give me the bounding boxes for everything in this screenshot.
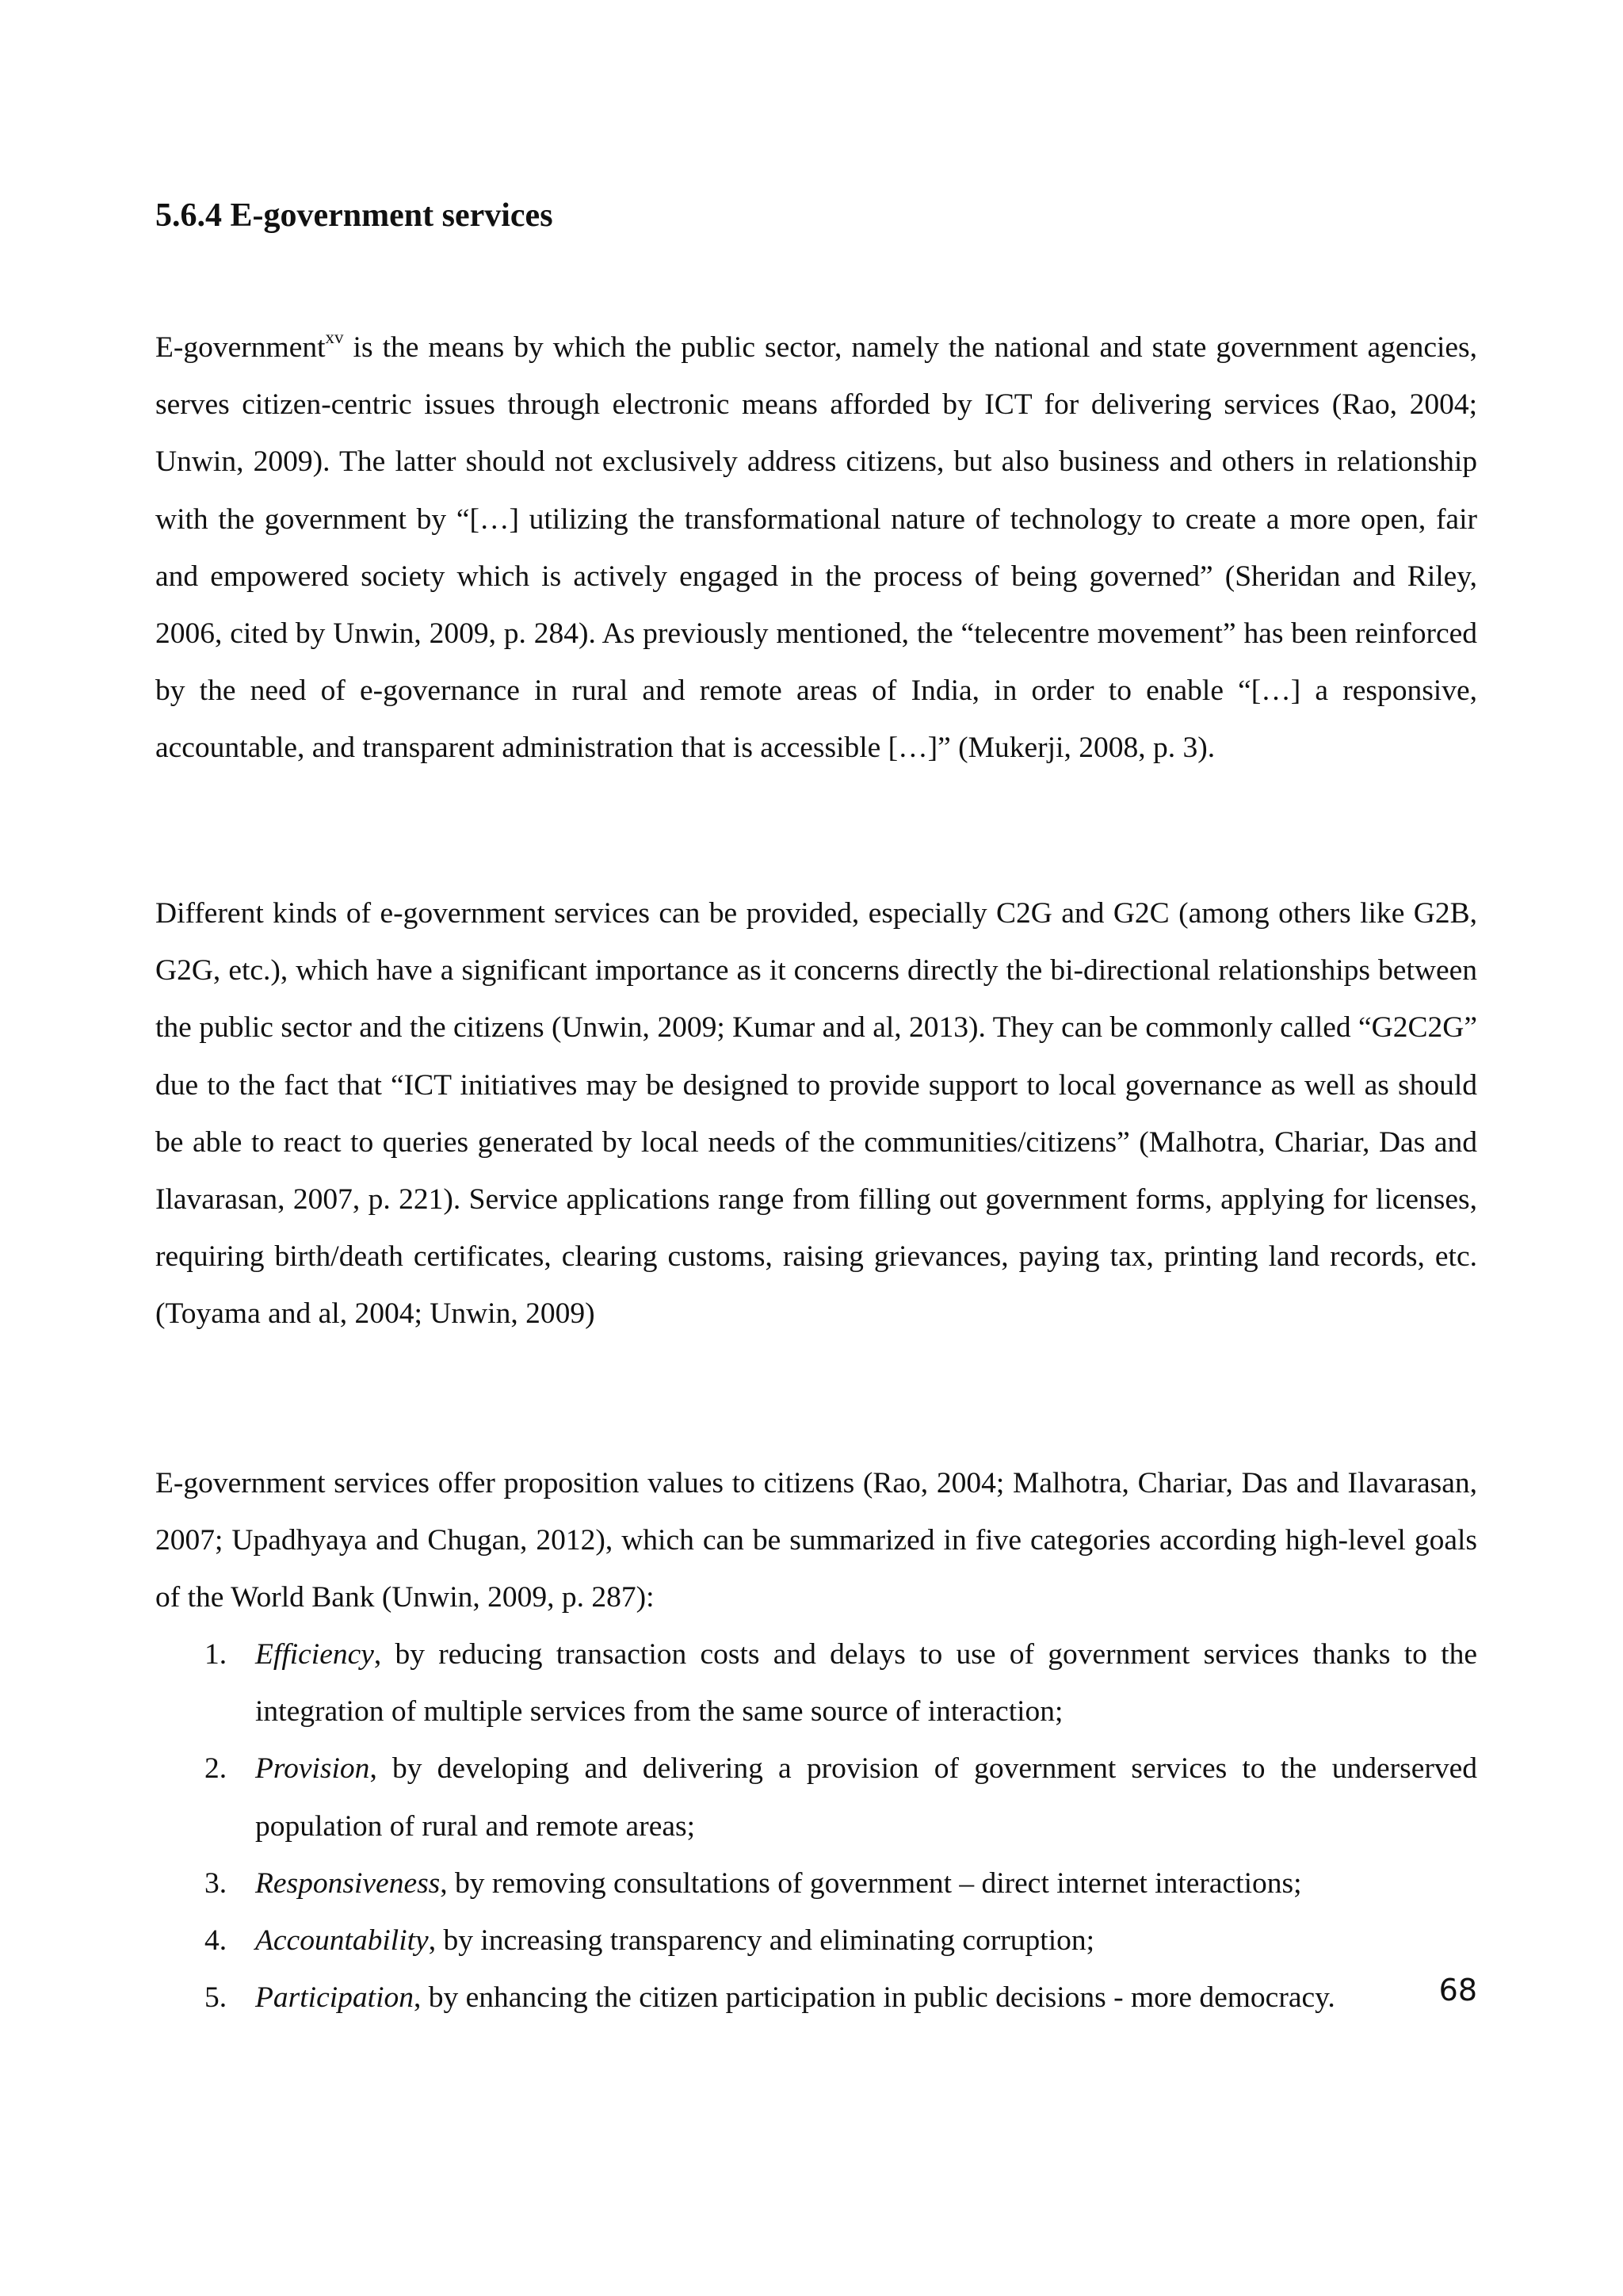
paragraph-proposition-values: E-government services offer proposition values to citizens (Rao, 2004; Malhotra, Chariar, Das and Ilavarasan, 2007; Upadhyaya and Chugan, 2012), which can be summarized in five categories according high-level goals of the World Bank (Unwin, 2009, p. 287): — [155, 1467, 1477, 1614]
list-item — [155, 1912, 1477, 1969]
paragraph-lead: E-government — [155, 331, 326, 364]
list-item-term: Efficiency — [255, 1638, 374, 1671]
list-item-text: , by reducing transaction costs and delays to use of government services thanks to the integration of multiple services from the same source of interaction; — [255, 1638, 1477, 1729]
world-bank-goals-list — [155, 1626, 1477, 2027]
list-item-number: 1. — [204, 1638, 227, 1671]
list-item-number: 4. — [204, 1924, 227, 1958]
paragraph-egovernment-definition — [155, 319, 1477, 777]
footnote-marker[interactable]: xv — [325, 327, 344, 347]
page-number: 68 — [1438, 1973, 1477, 2008]
list-item-text: , by removing consultations of government – direct internet interactions; — [440, 1866, 1302, 1900]
list-item-text: , by increasing transparency and eliminating corruption; — [428, 1924, 1095, 1958]
list-item — [155, 1740, 1477, 1855]
list-item-term: Responsiveness — [255, 1866, 441, 1900]
list-item-number: 3. — [204, 1866, 227, 1900]
list-item-text: , by developing and delivering a provision of government services to the underserved population of rural and remote areas; — [255, 1752, 1477, 1843]
list-item-number: 2. — [204, 1752, 227, 1786]
section-heading: 5.6.4 E-government services — [155, 197, 553, 234]
paragraph-service-kinds: Different kinds of e-government services can be provided, especially C2G and G2C (among others like G2B, G2G, etc.), which have a significant importance as it concerns directly the bi-directional relationships between the public sector and the citizens (Unwin, 2009; Kumar and al, 2013). They can be commonly called “G2C2G” due to the fact that “ICT initiatives may be designed to provide support to local governance as well as should be able to react to queries generated by local needs of the communities/citizens” (Malhotra, Chariar, Das and Ilavarasan, 2007, p. 221). Service applications range from filling out government forms, applying for licenses, requiring birth/death certificates, clearing customs, raising grievances, paying tax, printing land records, etc. (Toyama and al, 2004; Unwin, 2009) — [155, 897, 1477, 1331]
list-item-number: 5. — [204, 1981, 227, 2015]
list-item — [155, 1969, 1477, 2027]
list-item-term: Accountability — [255, 1924, 429, 1958]
list-item — [155, 1855, 1477, 1912]
list-item-text: , by enhancing the citizen participation in public decisions - more democracy. — [414, 1981, 1335, 2015]
list-item-term: Participation — [255, 1981, 414, 2015]
paragraph-body: is the means by which the public sector, namely the national and state government agencies, serves citizen-centric issues through electronic means afforded by ICT for delivering services (Rao, 2004; Unwin, 2009). The latter should not exclusively address citizens, but also business and others in relationship with the government by “[…] utilizing the transformational nature of technology to create a more open, fair and empowered society which is actively engaged in the process of being governed” (Sheridan and Riley, 2006, cited by Unwin, 2009, p. 284). As previously mentioned, the “telecentre movement” has been reinforced by the need of e-governance in rural and remote areas of India, in order to enable “[…] a responsive, accountable, and transparent administration that is accessible […]” (Mukerji, 2008, p. 3). — [155, 331, 1477, 765]
list-item-term: Provision — [255, 1752, 370, 1786]
list-item — [155, 1626, 1477, 1740]
